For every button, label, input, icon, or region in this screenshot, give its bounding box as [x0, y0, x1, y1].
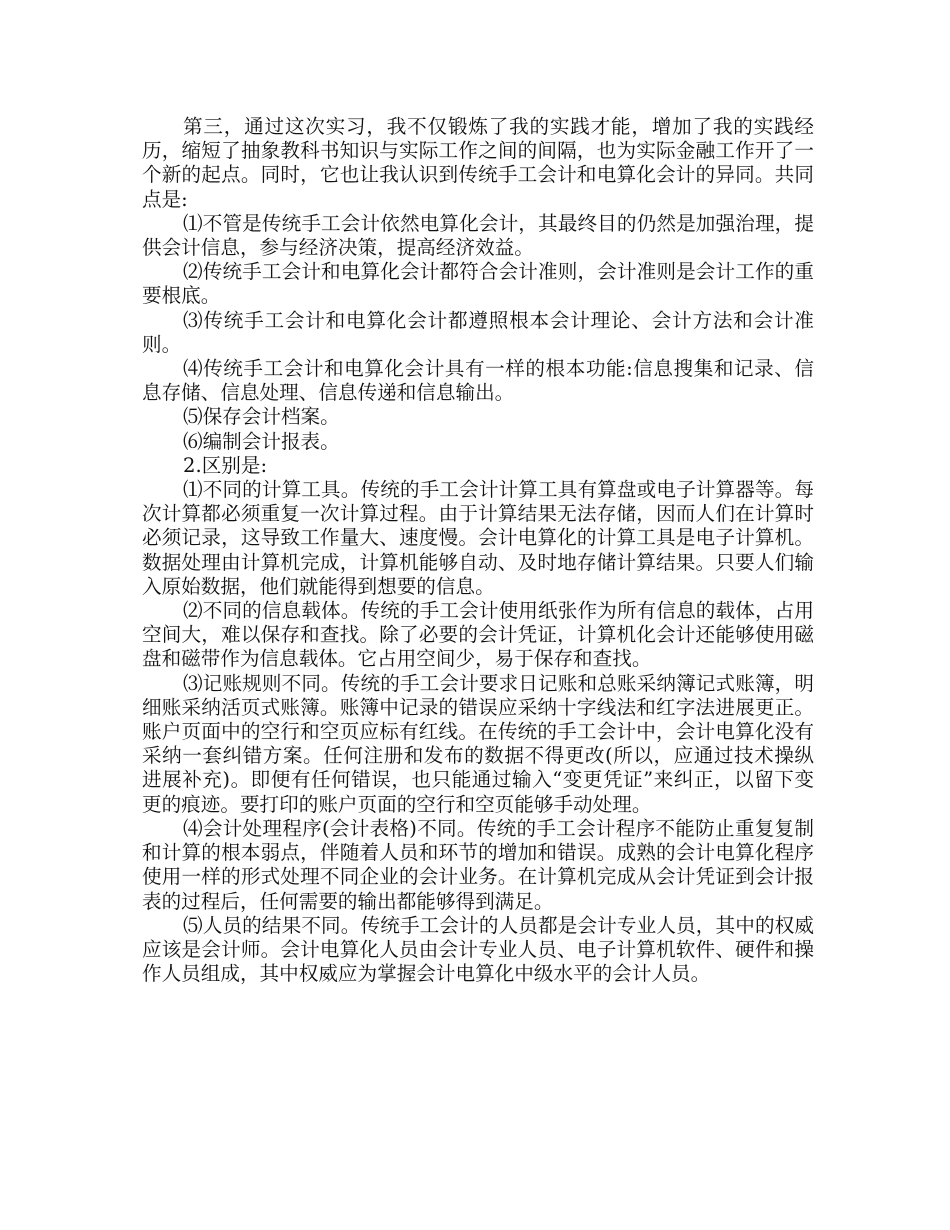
paragraph-differences-heading: 2.区别是: — [183, 453, 268, 477]
paragraph-difference-5: ⑸人员的结果不同。传统手工会计的人员都是会计专业人员，其中的权威应该是会计师。会计电算化人员由会计专业人员、电子计算机软件、硬件和操作人员组成，其中权威应为掌握会计电算化中级水平的会计人员。 — [142, 913, 814, 986]
document-body — [142, 115, 814, 986]
paragraph-difference-2: ⑵不同的信息载体。传统的手工会计使用纸张作为所有信息的载体，占用空间大，难以保存和查找。除了必要的会计凭证，计算机化会计还能够使用磁盘和磁带作为信息载体。它占用空间少，易于保存和查找。 — [142, 599, 814, 671]
paragraph-common-5: ⑸保存会计档案。 — [183, 405, 340, 429]
paragraph-intro: 第三，通过这次实习，我不仅锻炼了我的实践才能，增加了我的实践经历，缩短了抽象教科书知识与实际工作之间的间隔，也为实际金融工作开了一个新的起点。同时，它也让我认识到传统手工会计和电算化会计的异同。共同点是: — [142, 115, 814, 211]
paragraph-difference-4: ⑷会计处理程序(会计表格)不同。传统的手工会计程序不能防止重复复制和计算的根本弱点，伴随着人员和环节的增加和错误。成熟的会计电算化程序使用一样的形式处理不同企业的会计业务。在计算机完成从会计凭证到会计报表的过程后，任何需要的输出都能够得到满足。 — [142, 816, 814, 913]
paragraph-common-2: ⑵传统手工会计和电算化会计都符合会计准则，会计准则是会计工作的重要根底。 — [142, 260, 814, 308]
paragraph-difference-3: ⑶记账规则不同。传统的手工会计要求日记账和总账采纳簿记式账簿，明细账采纳活页式账簿。账簿中记录的错误应采纳十字线法和红字法进展更正。账户页面中的空行和空页应标有红线。在传统的手工会计中，会计电算化没有采纳一套纠错方案。任何注册和发布的数据不得更改(所以，应通过技术操纵进展补充)。即便有任何错误，也只能通过输入“变更凭证”来纠正，以留下变更的痕迹。要打印的账户页面的空行和空页能够手动处理。 — [142, 671, 814, 816]
paragraph-difference-1: ⑴不同的计算工具。传统的手工会计计算工具有算盘或电子计算器等。每次计算都必须重复一次计算过程。由于计算结果无法存储，因而人们在计算时必须记录，这导致工作量大、速度慢。会计电算化的计算工具是电子计算机。数据处理由计算机完成，计算机能够自动、及时地存储计算结果。只要人们输入原始数据，他们就能得到想要的信息。 — [142, 478, 814, 598]
paragraph-common-3: ⑶传统手工会计和电算化会计都遵照根本会计理论、会计方法和会计准则。 — [142, 308, 814, 356]
paragraph-common-6: ⑹编制会计报表。 — [183, 429, 340, 453]
paragraph-common-4: ⑷传统手工会计和电算化会计具有一样的根本功能:信息搜集和记录、信息存储、信息处理、信息传递和信息输出。 — [142, 357, 814, 405]
paragraph-common-1: ⑴不管是传统手工会计依然电算化会计，其最终目的仍然是加强治理，提供会计信息，参与经济决策，提高经济效益。 — [142, 211, 814, 260]
